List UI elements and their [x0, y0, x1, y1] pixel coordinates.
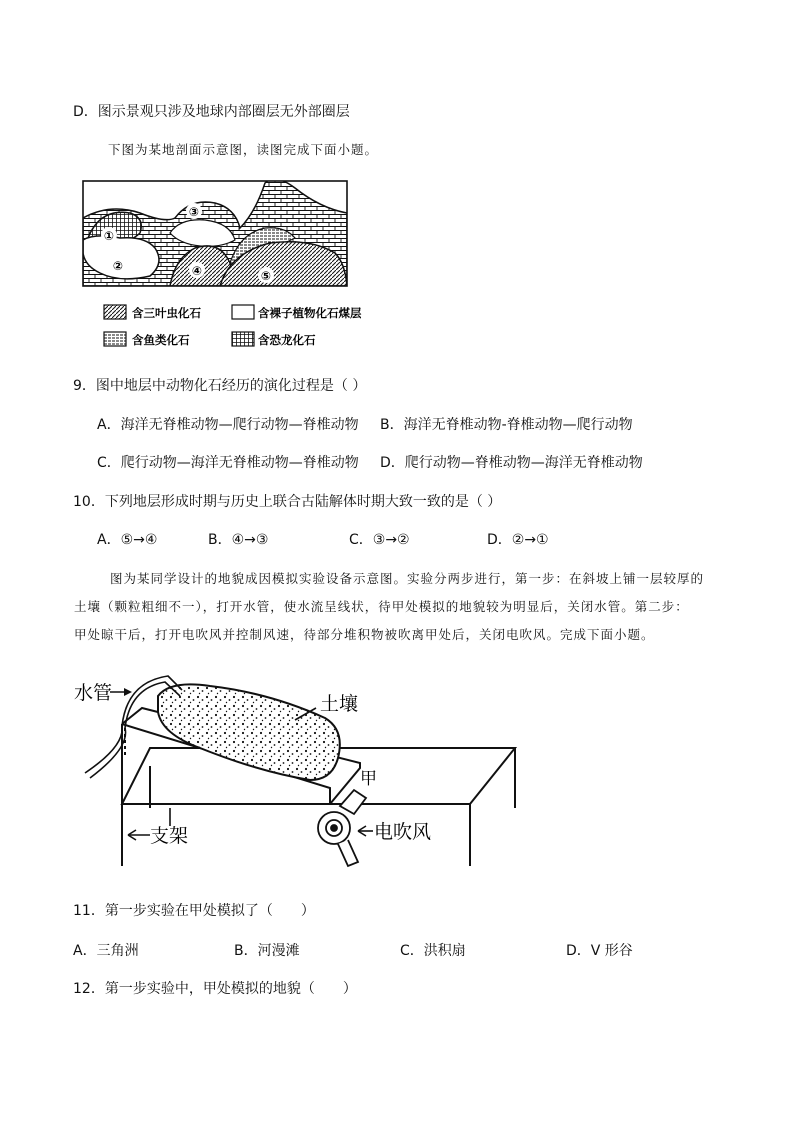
- intro-figure2-line2: 土壤（颗粒粗细不一），打开水管，使水流呈线状，待甲处模拟的地貌较为明显后，关闭水管。第二步：: [74, 599, 689, 614]
- intro-figure2-line1: 图为某同学设计的地貌成因模拟实验设备示意图。实验分两步进行，第一步：在斜坡上铺一层较厚的: [110, 571, 705, 586]
- experiment-device-figure: [70, 668, 530, 872]
- label-3: ③: [188, 205, 200, 219]
- legend-gymnosperm: 含裸子植物化石煤层: [258, 306, 362, 320]
- label-soil: 土壤: [320, 693, 359, 715]
- q9-option-d: D．爬行动物—脊椎动物—海洋无脊椎动物: [380, 455, 643, 471]
- label-water-pipe: 水管: [74, 682, 113, 704]
- label-stand: 支架: [150, 825, 189, 847]
- option-d-prev-question: D．图示景观只涉及地球内部圈层无外部圈层: [73, 104, 350, 120]
- q10-option-b: B．④→③: [208, 532, 269, 548]
- label-2: ②: [112, 259, 124, 273]
- intro-figure2-line3: 甲处晾干后，打开电吹风并控制风速，待部分堆积物被吹离甲处后，关闭电吹风。完成下面小题。: [74, 627, 655, 642]
- q10-option-c: C．③→②: [349, 532, 410, 548]
- label-jia: 甲: [360, 769, 377, 789]
- label-5: ⑤: [260, 269, 272, 283]
- q9-option-b: B．海洋无脊椎动物-脊椎动物—爬行动物: [380, 417, 633, 433]
- legend-dinosaur: 含恐龙化石: [258, 333, 316, 347]
- q11-option-d: D．V 形谷: [566, 943, 633, 959]
- q9-stem: 9．图中地层中动物化石经历的演化过程是（ ）: [73, 378, 367, 394]
- label-4: ④: [191, 264, 203, 278]
- q9-option-a: A．海洋无脊椎动物—爬行动物—脊椎动物: [97, 417, 359, 433]
- cross-section-figure: [80, 178, 380, 354]
- q9-option-c: C．爬行动物—海洋无脊椎动物—脊椎动物: [97, 455, 359, 471]
- q11-option-a: A．三角洲: [73, 943, 139, 959]
- q11-option-b: B．河漫滩: [234, 943, 300, 959]
- q10-option-a: A．⑤→④: [97, 532, 158, 548]
- q10-stem: 10．下列地层形成时期与历史上联合古陆解体时期大致一致的是（ ）: [73, 494, 502, 510]
- q11-stem: 11．第一步实验在甲处模拟了（ ）: [73, 903, 315, 919]
- legend-fish: 含鱼类化石: [132, 333, 190, 347]
- label-hair-dryer: 电吹风: [374, 821, 432, 843]
- q12-stem: 12．第一步实验中，甲处模拟的地貌（ ）: [73, 981, 357, 997]
- label-1: ①: [103, 229, 115, 243]
- intro-figure1: 下图为某地剖面示意图，读图完成下面小题。: [108, 142, 379, 157]
- q10-option-d: D．②→①: [487, 532, 549, 548]
- legend-trilobite: 含三叶虫化石: [132, 306, 201, 320]
- q11-option-c: C．洪积扇: [400, 943, 466, 959]
